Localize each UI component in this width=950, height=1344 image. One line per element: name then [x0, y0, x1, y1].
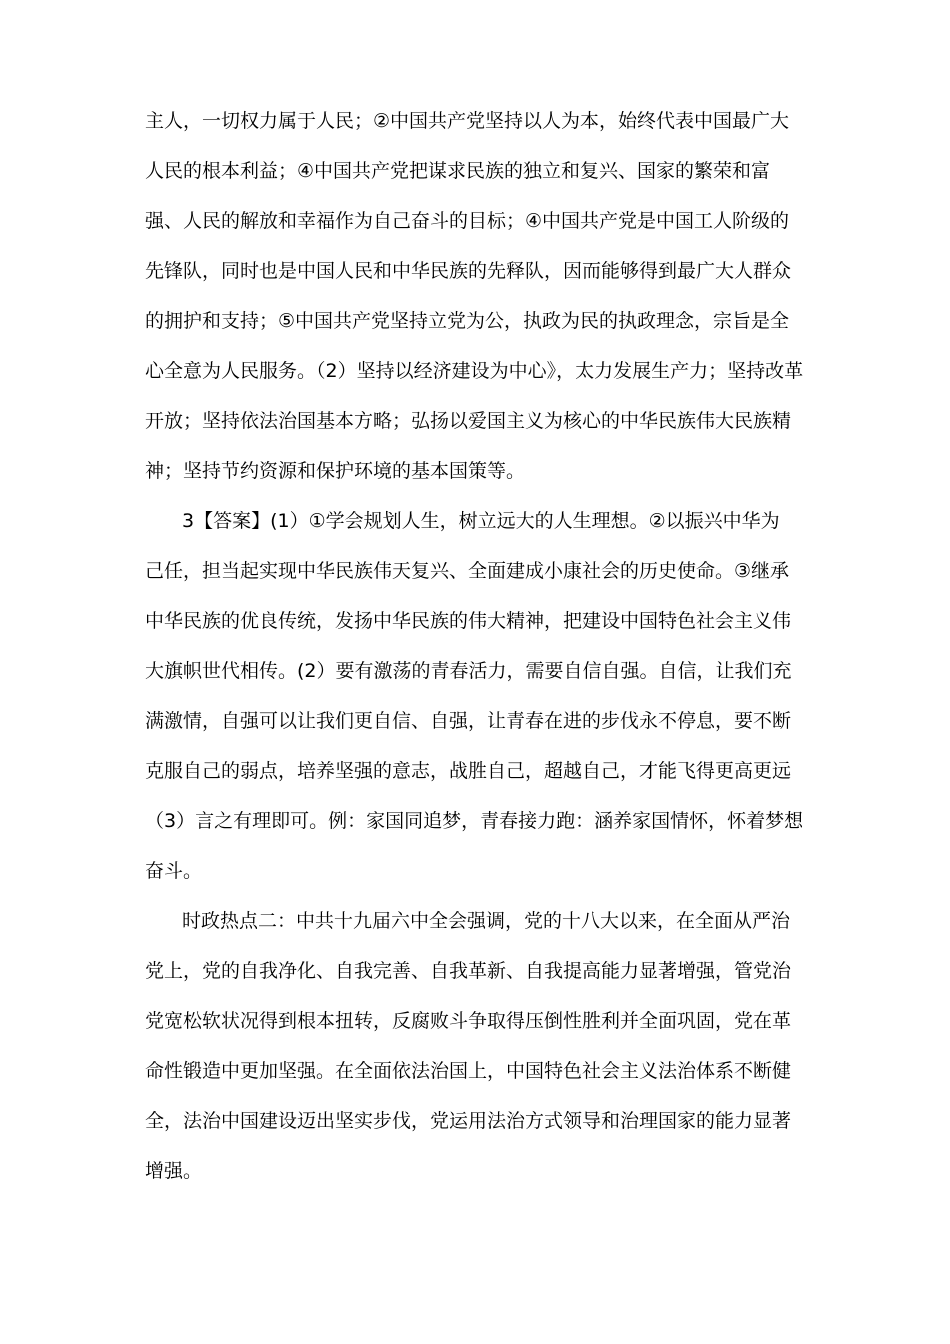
text-line: 时政热点二：中共十九届六中全会强调，党的十八大以来，在全面从严治 [182, 910, 791, 932]
paragraph-answer-3 [145, 503, 810, 903]
text-line: 的拥护和支持；⑤中国共产党坚持立党为公，执政为民的执政理念，宗旨是全 [145, 310, 790, 332]
text-line: 命性锻造中更加坚强。在全面依法治国上，中国特色社会主义法治体系不断健 [145, 1060, 792, 1082]
text-line: 神；坚持节约资源和保护环境的基本国策等。 [145, 460, 526, 482]
text-line: 全，法治中国建设迈出坚实步伐，党运用法治方式领导和治理国家的能力显著 [145, 1110, 792, 1132]
text-line: 大旗帜世代相传。(2）要有激荡的青春活力，需要自信自强。自信，让我们充 [145, 660, 792, 682]
text-line: 增强。 [145, 1160, 203, 1182]
paragraph-answer-2-continued [145, 103, 810, 503]
text-line: 心全意为人民服务。（2）坚持以经济建设为中心》，太力发展生产力；坚持改革 [145, 360, 804, 382]
text-line: 己任，担当起实现中华民族伟天复兴、全面建成小康社会的历史使命。③继承 [145, 560, 790, 582]
text-line: 3【答案】(1）①学会规划人生，树立远大的人生理想。②以振兴中华为 [182, 510, 780, 532]
text-line: 奋斗。 [145, 860, 203, 882]
document-body [145, 103, 810, 1203]
text-line: 开放；坚持依法治国基本方略；弘扬以爱国主义为核心的中华民族伟大民族精 [145, 410, 792, 432]
text-line: 主人，一切权力属于人民；②中国共产党坚持以人为本，始终代表中国最广大 [145, 110, 790, 132]
text-line: 人民的根本利益；④中国共产党把谋求民族的独立和复兴、国家的繁荣和富 [145, 160, 771, 182]
text-line: 党上，党的自我净化、自我完善、自我革新、自我提高能力显著增强，管党治 [145, 960, 792, 982]
text-line: 强、人民的解放和幸福作为自己奋斗的目标；④中国共产党是中国工人阶级的 [145, 210, 790, 232]
text-line: 党宽松软状况得到根本扭转，反腐败斗争取得压倒性胜利并全面巩固，党在革 [145, 1010, 792, 1032]
text-line: （3）言之有理即可。例：家国同追梦，青春接力跑：涵养家国情怀，怀着梦想 [145, 810, 804, 832]
text-line: 先锋队，同时也是中国人民和中华民族的先释队，因而能够得到最广大人群众 [145, 260, 792, 282]
paragraph-hotspot-2 [145, 903, 810, 1203]
text-line: 克服自己的弱点，培养坚强的意志，战胜自己，超越自己，才能飞得更高更远 [145, 760, 792, 782]
text-line: 满激情，自强可以让我们更自信、自强，让青春在进的步伐永不停息，要不断 [145, 710, 792, 732]
text-line: 中华民族的优良传统，发扬中华民族的伟大精神，把建设中国特色社会主义伟 [145, 610, 792, 632]
